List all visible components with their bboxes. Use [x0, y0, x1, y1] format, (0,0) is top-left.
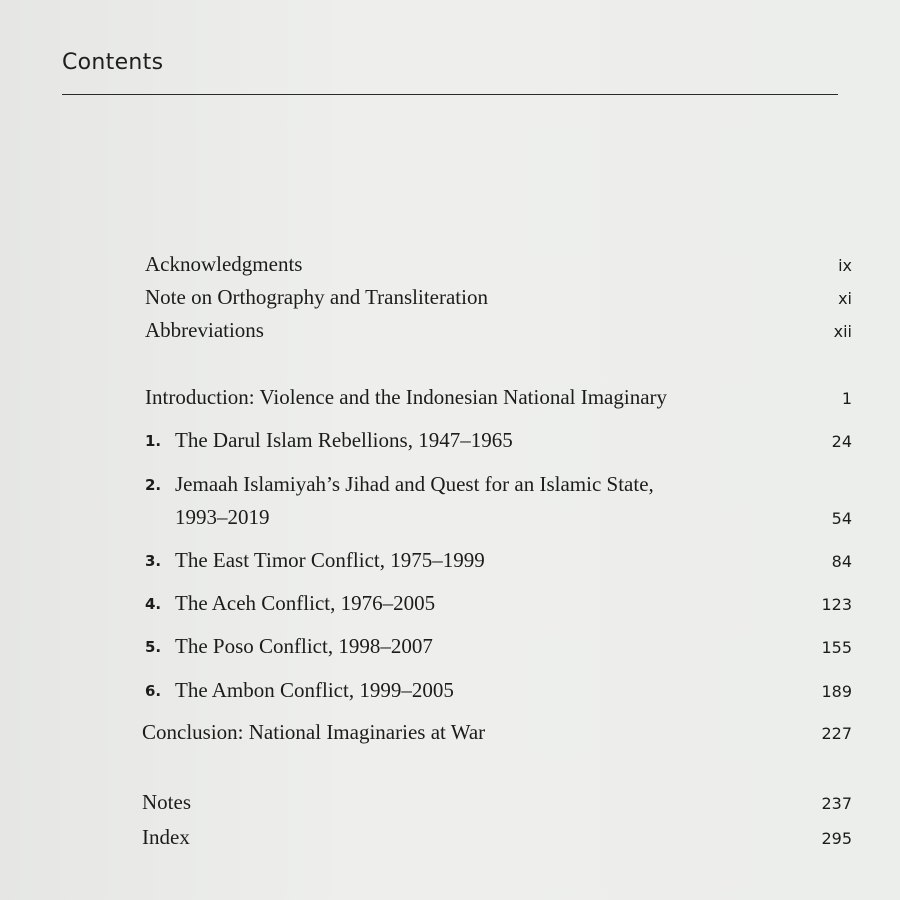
toc-entry-title: The Poso Conflict, 1998–2007	[175, 634, 433, 658]
toc-entry-title: Jemaah Islamiyah’s Jihad and Quest for an Islamic State,	[175, 472, 654, 496]
toc-entry-title: The Darul Islam Rebellions, 1947–1965	[175, 428, 513, 452]
toc-entry-title: Conclusion: National Imaginaries at War	[142, 720, 486, 744]
toc-entry-page: 1	[841, 389, 852, 408]
toc-entry-page: 24	[831, 432, 852, 451]
toc-entry-title-continued: 1993–2019	[175, 505, 270, 529]
chapter-number: 5.	[145, 638, 162, 656]
toc-entry-title: The Aceh Conflict, 1976–2005	[175, 591, 436, 615]
toc-entry-page: 123	[821, 595, 852, 614]
chapter-number: 4.	[145, 595, 162, 613]
toc-entry-page: 54	[831, 509, 852, 528]
toc-entry-page: xi	[838, 289, 852, 308]
toc-entry-page: 155	[821, 638, 852, 657]
toc-entry-title: Index	[142, 825, 190, 849]
toc-entry-title: Introduction: Violence and the Indonesian National Imaginary	[145, 385, 668, 409]
toc-entry-page: xii	[833, 322, 852, 341]
toc-entry-title: Note on Orthography and Transliteration	[145, 285, 488, 309]
toc-entry-page: 189	[821, 682, 852, 701]
chapter-number: 2.	[145, 476, 162, 494]
toc-entry-title: The East Timor Conflict, 1975–1999	[175, 548, 485, 572]
toc-entry-page: 237	[821, 794, 852, 813]
heading-rule	[62, 94, 838, 95]
toc-entry-page: 227	[821, 724, 852, 743]
toc-entry-title: The Ambon Conflict, 1999–2005	[175, 678, 454, 702]
toc-entry-title: Abbreviations	[145, 318, 264, 342]
toc-entry-title: Notes	[142, 790, 191, 814]
toc-entry-title: Acknowledgments	[145, 252, 303, 276]
contents-heading: Contents	[62, 50, 164, 75]
toc-entry-page: 84	[831, 552, 852, 571]
chapter-number: 3.	[145, 552, 162, 570]
toc-entry-page: ix	[838, 256, 852, 275]
chapter-number: 1.	[145, 432, 162, 450]
toc-entry-page: 295	[821, 829, 852, 848]
chapter-number: 6.	[145, 682, 162, 700]
